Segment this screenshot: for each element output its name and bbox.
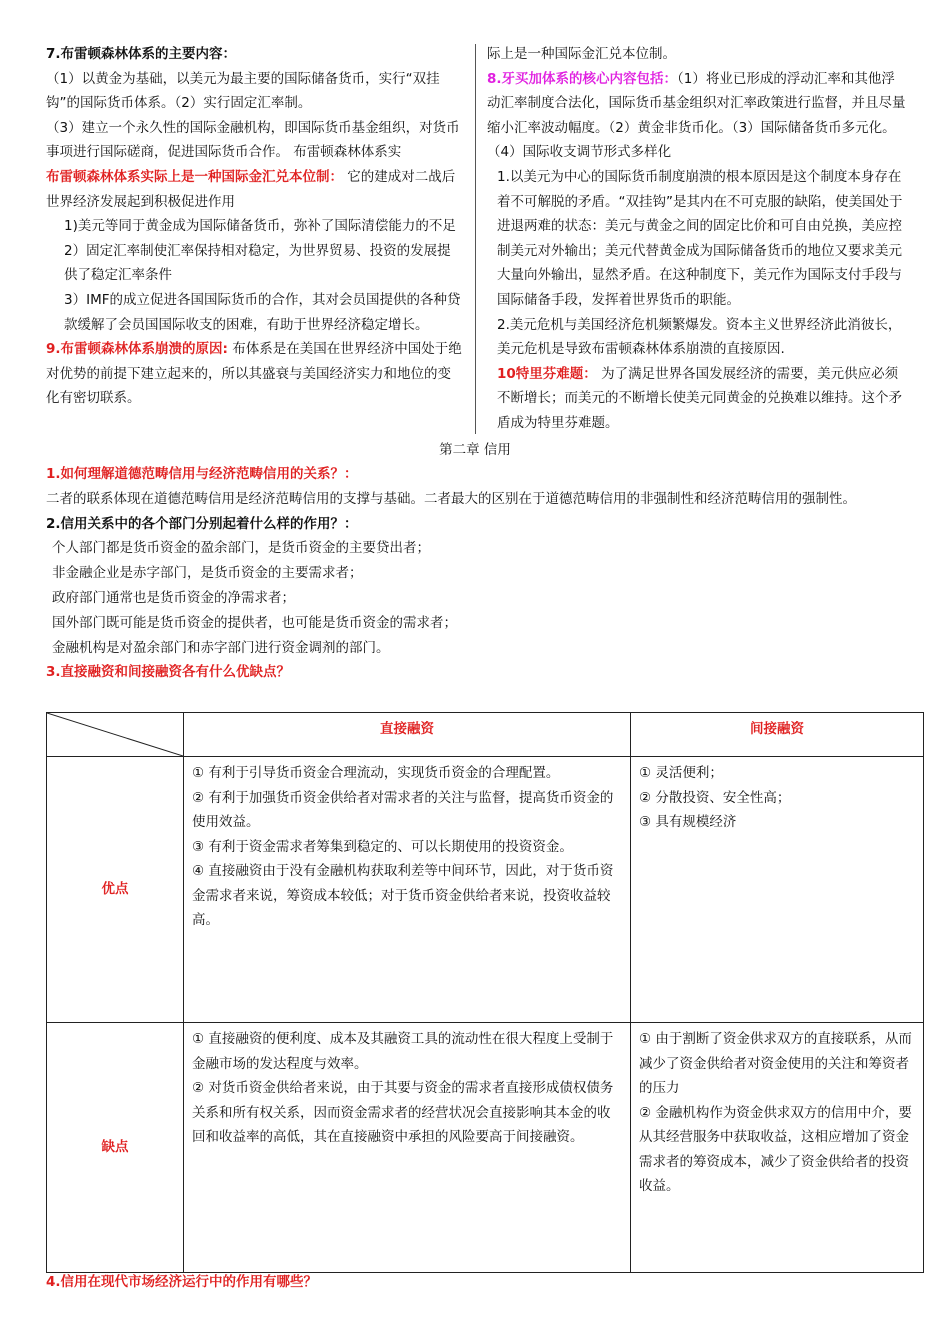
section-7-paragraph-1: （1）以黄金为基础，以美元为最主要的国际储备货币，实行“双挂钩”的国际货币体系。（2）实行固定汇率制。: [46, 70, 440, 112]
section-8-title: 8.牙买加体系的核心内容包括：: [487, 70, 678, 87]
collapse-reason-1: 1.以美元为中心的国际货币制度崩溃的根本原因是这个制度本身存在着不可解脱的矛盾。“双挂钩”是其内在不可克服的缺陷，使美国处于进退两难的状态：美元与黄金之间的固定比价和可自由兑换，美应控制美元对外输出；美元代替黄金成为国际储备货币的地位又要求美元大量向外输出，显然矛盾。在这种制度下，美元作为国际支付手段与国际储备手段，发挥着世界货币的职能。: [497, 168, 903, 308]
diagonal-line: [47, 713, 183, 756]
section-8: [487, 67, 907, 165]
question-3: 3.直接融资和间接融资各有什么优缺点？: [46, 664, 291, 681]
header-indirect-financing: 间接融资: [631, 713, 924, 757]
section-7-item-1: 1)美元等同于黄金成为国际储备货币，弥补了国际清偿能力的不足: [64, 218, 456, 235]
row-label-disadvantages: 缺点: [47, 1023, 184, 1273]
header-direct-financing: 直接融资: [184, 713, 631, 757]
list-item: ① 由于割断了资金供求双方的直接联系，从而减少了资金供给者对资金使用的关注和筹资者的压力: [639, 1031, 912, 1096]
indirect-disadvantages-cell: [631, 1023, 924, 1273]
list-item: ① 直接融资的便利度、成本及其融资工具的流动性在很大程度上受制于金融市场的发达程度与效率。: [192, 1031, 614, 1072]
list-item: ② 对货币资金供给者来说，由于其要与资金的需求者直接形成债权债务关系和所有权关系，因而资金需求者的经营状况会直接影响其本金的收回和收益率的高低，其在直接融资中承担的风险要高于间接融资。: [192, 1080, 614, 1145]
right-continuation: 际上是一种国际金汇兑本位制。: [487, 46, 676, 62]
left-column: [46, 42, 464, 411]
list-item: ④ 直接融资由于没有金融机构获取利差等中间环节，因此，对于货币资金需求者来说，筹资成本较低；对于货币资金供给者来说，投资收益较高。: [192, 863, 614, 928]
section-10-text: 为了满足世界各国发展经济的需要，美元供应必须不断增长；而美元的不断增长使美元同黄金的兑换难以维持。这个矛盾成为特里芬难题。: [497, 365, 902, 431]
answer-2-line: 个人部门都是货币资金的盈余部门，是货币资金的主要贷出者；: [52, 540, 430, 557]
table-row: [47, 1023, 924, 1273]
section-10-title: 10特里芬难题：: [497, 365, 597, 382]
answer-2-line: 国外部门既可能是货币资金的提供者，也可能是货币资金的需求者；: [52, 614, 457, 631]
answer-2-line: 非金融企业是赤字部门，是货币资金的主要需求者；: [52, 565, 363, 582]
section-7-item-3: 3）IMF的成立促进各国国际货币的合作，其对会员国提供的各种贷款缓解了会员国国际收支的困难，有助于世界经济稳定增长。: [64, 291, 461, 333]
chapter-2-body: [46, 462, 916, 685]
section-9-text: 布体系是在美国在世界经济中国处于绝对优势的前提下建立起来的，所以其盛衰与美国经济实力和地位的变化有密切联系。: [46, 341, 462, 407]
financing-comparison-table: [46, 712, 924, 1273]
list-item: ① 有利于引导货币资金合理流动，实现货币资金的合理配置。: [192, 765, 560, 781]
section-8-text: （1）将业已形成的浮动汇率和其他浮动汇率制度合法化，国际货币基金组织对汇率政策进行监督，并且尽量缩小汇率波动幅度。（2）黄金非货币化。（3）国际储备货币多元化。（4）国际收支调节形式多样化: [487, 70, 906, 161]
list-item: ③ 具有规模经济: [639, 814, 737, 830]
direct-disadvantages-cell: [184, 1023, 631, 1273]
section-7-bold-statement: 布雷顿森林体系实际上是一种国际金汇兑本位制：: [46, 168, 343, 185]
section-9: [46, 337, 464, 411]
question-4: 4.信用在现代市场经济运行中的作用有哪些？: [46, 1274, 318, 1290]
answer-1: 二者的联系体现在道德范畴信用是经济范畴信用的支撑与基础。二者最大的区别在于道德范畴信用的非强制性和经济范畴信用的强制性。: [46, 490, 856, 507]
section-10: [487, 362, 907, 436]
answer-2-line: 金融机构是对盈余部门和赤字部门进行资金调剂的部门。: [52, 639, 390, 656]
list-item: ① 灵活便利；: [639, 765, 723, 781]
direct-advantages-cell: [184, 757, 631, 1023]
table-header-row: [47, 713, 924, 757]
table-row: [47, 757, 924, 1023]
question-1: 1.如何理解道德范畴信用与经济范畴信用的关系？：: [46, 466, 358, 482]
list-item: ② 分散投资、安全性高；: [639, 789, 791, 806]
column-divider: [475, 44, 476, 434]
list-item: ③ 有利于资金需求者筹集到稳定的、可以长期使用的投资资金。: [192, 838, 573, 855]
section-9-title: 9.布雷顿森林体系崩溃的原因:: [46, 341, 228, 358]
section-7-paragraph-2: （3）建立一个永久性的国际金融机构，即国际货币基金组织，对货币事项进行国际磋商，促进国际货币合作。 布雷顿森林体系实: [46, 119, 460, 161]
answer-2-line: 政府部门通常也是货币资金的净需求者；: [52, 589, 295, 606]
list-item: ② 有利于加强货币资金供给者对需求者的关注与监督，提高货币资金的使用效益。: [192, 789, 614, 830]
section-7-paragraph-3-text: 它的建成对二战后世界经济发展起到积极促进作用: [46, 168, 456, 210]
question-2: 2.信用关系中的各个部门分别起着什么样的作用？：: [46, 515, 358, 532]
diagonal-header-cell: [47, 713, 184, 757]
list-item: ② 金融机构作为资金供求双方的信用中介，要从其经营服务中获取收益，这相应增加了资金需求者的筹资成本，减少了资金供给者的投资收益。: [639, 1104, 912, 1194]
chapter-title: 第二章 信用: [439, 442, 511, 458]
section-7-title: 7.布雷顿森林体系的主要内容：: [46, 46, 237, 62]
section-7-item-2: 2）固定汇率制使汇率保持相对稳定，为世界贸易、投资的发展提供了稳定汇率条件: [64, 242, 451, 284]
right-column: [487, 42, 907, 436]
section-7-paragraph-3: [46, 165, 464, 214]
row-label-advantages: 优点: [47, 757, 184, 1023]
collapse-reason-2: 2.美元危机与美国经济危机频繁爆发。资本主义世界经济此消彼长，美元危机是导致布雷顿森林体系崩溃的直接原因.: [497, 316, 902, 358]
indirect-advantages-cell: [631, 757, 924, 1023]
